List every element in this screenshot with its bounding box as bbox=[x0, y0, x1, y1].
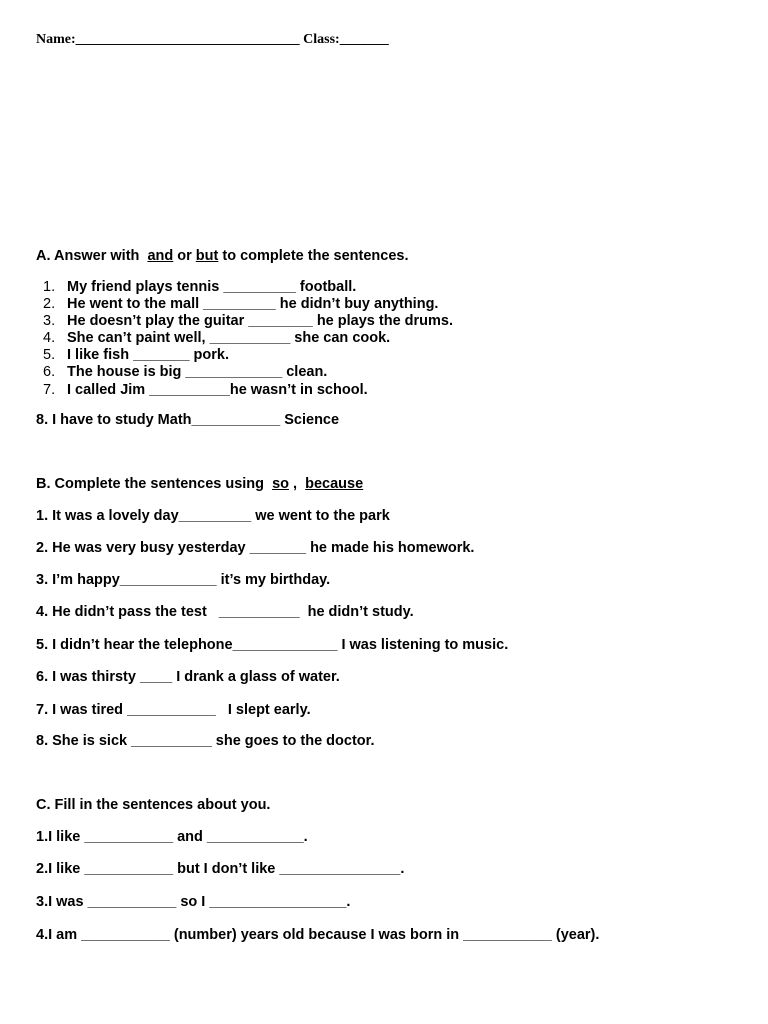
section-b-item: 1. It was a lovely day_________ we went to the park bbox=[36, 508, 390, 524]
section-b-item: 4. He didn’t pass the test __________ he didn’t study. bbox=[36, 604, 414, 620]
list-item: 1. My friend plays tennis _________ football. bbox=[43, 279, 357, 295]
keyword-and: and bbox=[147, 248, 174, 264]
section-b-item: 8. She is sick __________ she goes to the doctor. bbox=[36, 733, 375, 749]
keyword-because: because bbox=[305, 476, 364, 492]
class-blank[interactable]: _______ bbox=[339, 32, 389, 47]
section-b-item: 6. I was thirsty ____ I drank a glass of water. bbox=[36, 669, 340, 685]
list-item: 5. I like fish _______ pork. bbox=[43, 347, 230, 364]
section-b-item: 7. I was tired ___________ I slept early. bbox=[36, 702, 311, 718]
name-blank[interactable]: ________________________________ bbox=[75, 32, 300, 47]
name-class-header bbox=[36, 32, 389, 48]
section-c-item: 1.I like ___________ and ____________. bbox=[36, 829, 308, 845]
class-label: Class: bbox=[303, 32, 340, 47]
section-a-list bbox=[36, 279, 453, 399]
keyword-so: so bbox=[272, 476, 289, 492]
section-c-item: 2.I like ___________ but I don’t like _______________. bbox=[36, 861, 405, 877]
section-b-instructions: B. Complete the sentences using so , because bbox=[36, 476, 364, 492]
section-c-item: 3.I was ___________ so I _________________. bbox=[36, 894, 351, 910]
list-item: 7. I called Jim __________he wasn’t in school. bbox=[43, 381, 368, 398]
list-item: 4. She can’t paint well, __________ she can cook. bbox=[43, 330, 391, 347]
list-item: 2. He went to the mall _________ he didn’t buy anything. bbox=[43, 296, 439, 313]
keyword-but: but bbox=[195, 248, 219, 264]
list-item: 6. The house is big ____________ clean. bbox=[43, 364, 328, 381]
section-b-item: 5. I didn’t hear the telephone_____________ I was listening to music. bbox=[36, 637, 509, 653]
name-label: Name: bbox=[36, 32, 76, 47]
section-b-item: 3. I’m happy____________ it’s my birthday. bbox=[36, 572, 331, 588]
section-a-instructions: A. Answer with and or but to complete the sentences. bbox=[36, 248, 409, 264]
section-b-item: 2. He was very busy yesterday _______ he made his homework. bbox=[36, 540, 475, 556]
section-c-item: 4.I am ___________ (number) years old because I was born in ___________ (year). bbox=[36, 927, 600, 943]
list-item: 3. He doesn’t play the guitar ________ he plays the drums. bbox=[43, 313, 453, 330]
section-a-item-8: 8. I have to study Math___________ Science bbox=[36, 412, 340, 428]
section-c-instructions: C. Fill in the sentences about you. bbox=[36, 797, 271, 813]
